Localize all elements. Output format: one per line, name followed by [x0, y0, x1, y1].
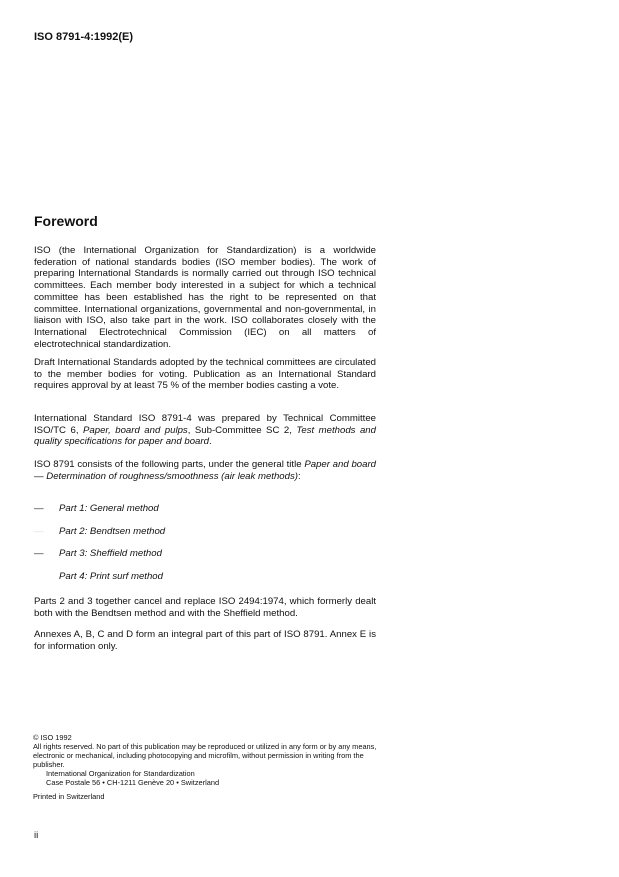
list-dash: —: [34, 548, 44, 560]
tc-title: Paper, board and pulps: [83, 424, 188, 436]
foreword-paragraph-drafts: Draft International Standards adopted by the technical committees are circulated to the member bodies for voting. Publication as an International Standard requires approval by at least 75 % of the member bodies casting a vote.: [34, 357, 376, 392]
foreword-title: Foreword: [34, 213, 98, 229]
parts-text-suffix: :: [297, 470, 301, 482]
document-id-header: ISO 8791-4:1992(E): [34, 31, 134, 43]
organization-name: International Organization for Standardization: [46, 769, 195, 778]
foreword-paragraph-committee: [34, 413, 376, 448]
committee-text-prefix: International Standard ISO 8791-4 was prepared by Technical Committee ISO/TC 6,: [34, 413, 376, 436]
general-title: Paper and board — Determination of roughness/smoothness (air leak methods): [34, 459, 376, 482]
part-title: Part 4: Print surf method: [59, 570, 163, 582]
foreword-paragraph-parts: [34, 459, 376, 482]
parts-text-prefix: ISO 8791 consists of the following parts, under the general title: [34, 459, 305, 470]
printed-in: Printed in Switzerland: [33, 792, 105, 801]
list-dash: —: [34, 525, 44, 537]
list-dash: —: [34, 503, 44, 514]
committee-text-suffix: .: [208, 436, 212, 448]
copyright-line: © ISO 1992: [33, 733, 72, 742]
foreword-paragraph-iso: ISO (the International Organization for Standardization) is a worldwide federation of national standards bodies (ISO member bodies). The work of preparing International Standards is normally carried out through ISO technical committees. Each member body interested in a subject for which a technical committee has been established has the right to be represented on that committee. International organizations, governmental and non-governmental, in liaison with ISO, also take part in the work. ISO collaborates closely with the International Electrotechnical Commission (IEC) on all matters of electrotechnical standardization.: [34, 245, 376, 350]
page-number: ii: [34, 830, 39, 841]
part-title: Part 3: Sheffield method: [59, 548, 162, 560]
organization-address: Case Postale 56 • CH-1211 Genève 20 • Switzerland: [46, 778, 220, 787]
copyright-block: [33, 733, 379, 801]
committee-text-mid: , Sub-Committee SC 2,: [187, 424, 297, 436]
part-title: Part 1: General method: [59, 503, 159, 514]
foreword-paragraph-annexes: Annexes A, B, C and D form an integral part of this part of ISO 8791. Annex E is for information only.: [34, 629, 376, 652]
sc-title: Test methods and quality specifications for paper and board: [34, 424, 376, 448]
rights-notice: All rights reserved. No part of this publication may be reproduced or utilized in any form or by any means, electronic or mechanical, including photocopying and microfilm, without permission in writing from the publisher.: [33, 742, 377, 769]
foreword-paragraph-replacement: Parts 2 and 3 together cancel and replace ISO 2494:1974, which formerly dealt both with the Bendtsen method and with the Sheffield method.: [34, 596, 376, 619]
part-title: Part 2: Bendtsen method: [59, 525, 166, 537]
